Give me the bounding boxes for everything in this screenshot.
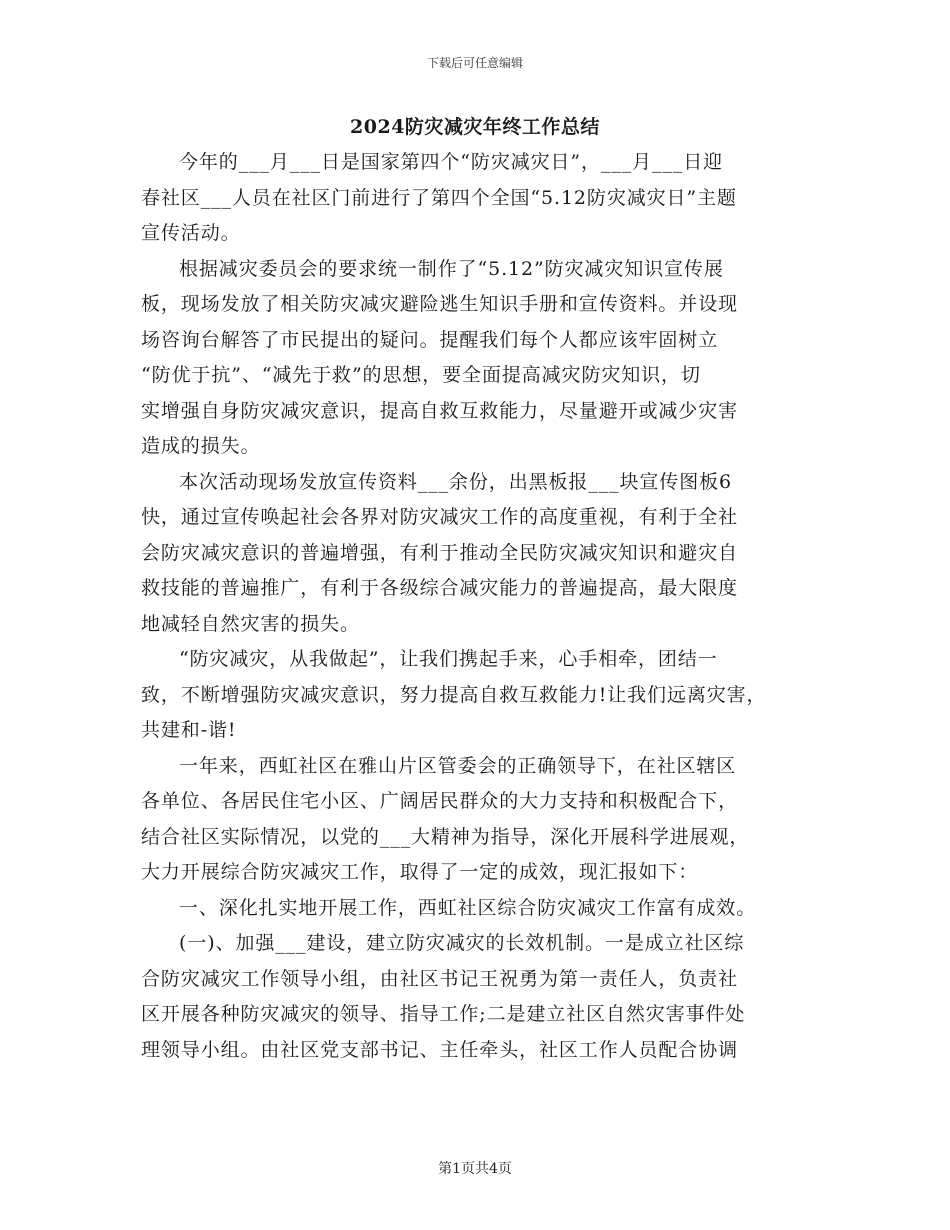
body-line: 救技能的普遍推广，有利于各级综合减灾能力的普遍提高，最大限度	[141, 577, 739, 599]
body-line: 大力开展综合防灾减灾工作，取得了一定的成效，现汇报如下：	[141, 861, 699, 883]
body-line: “防灾减灾，从我做起”，让我们携起手来，心手相牵，团结一	[179, 648, 718, 670]
body-line: 场咨询台解答了市民提出的疑问。提醒我们每个人都应该牢固树立	[141, 328, 719, 351]
body-line: 宣传活动。	[141, 222, 241, 244]
document-title: 2024防灾减灾年终工作总结	[350, 116, 600, 138]
body-line: 致，不断增强防灾减灾意识，努力提高自救互救能力!让我们远离灾害，	[141, 683, 767, 706]
body-line: (一)、加强___建设，建立防灾减灾的长效机制。一是成立社区综	[179, 932, 745, 954]
body-line: 实增强自身防灾减灾意识，提高自救互救能力，尽量避开或减少灾害	[141, 399, 739, 422]
body-line: 地减轻自然灾害的损失。	[141, 612, 360, 635]
document-body	[141, 145, 811, 1068]
section-heading: 一、深化扎实地开展工作，西虹社区综合防灾减灾工作富有成效。	[179, 896, 757, 919]
body-line: 结合社区实际情况，以党的___大精神为指导，深化开展科学进展观，	[141, 825, 750, 848]
body-line: 板，现场发放了相关防灾减灾避险逃生知识手册和宣传资料。并设现	[141, 293, 739, 315]
header-note: 下载后可任意编辑	[426, 56, 523, 70]
page-number-footer: 第1页共4页	[438, 1161, 512, 1177]
body-line: 快，通过宣传唤起社会各界对防灾减灾工作的高度重视，有利于全社	[141, 506, 739, 528]
body-line: 共建和-谐!	[141, 719, 237, 741]
body-line: 理领导小组。由社区党支部书记、主任牵头，社区工作人员配合协调	[141, 1038, 739, 1061]
body-line: 合防灾减灾工作领导小组，由社区书记王祝勇为第一责任人，负责社	[141, 967, 739, 990]
body-line: 根据减灾委员会的要求统一制作了“5.12”防灾减灾知识宣传展	[179, 257, 724, 280]
body-line: 今年的___月___日是国家第四个“防灾减灾日”，___月___日迎	[179, 151, 724, 173]
body-line: 春社区___人员在社区门前进行了第四个全国“5.12防灾减灾日”主题	[141, 186, 737, 209]
body-line: 各单位、各居民住宅小区、广阔居民群众的大力支持和积极配合下，	[141, 790, 739, 812]
body-line: 区开展各种防灾减灾的领导、指导工作;二是建立社区自然灾害事件处	[141, 1003, 746, 1025]
body-line: 会防灾减灾意识的普遍增强，有利于推动全民防灾减灾知识和避灾自	[141, 541, 739, 564]
body-line: “防优于抗”、“减先于救”的思想，要全面提高减灾防灾知识，切	[141, 364, 701, 386]
body-line: 本次活动现场发放宣传资料___余份，出黑板报___块宣传图板6	[179, 470, 732, 493]
body-line: 造成的损失。	[141, 435, 261, 457]
body-line: 一年来，西虹社区在雅山片区管委会的正确领导下，在社区辖区	[179, 754, 737, 777]
